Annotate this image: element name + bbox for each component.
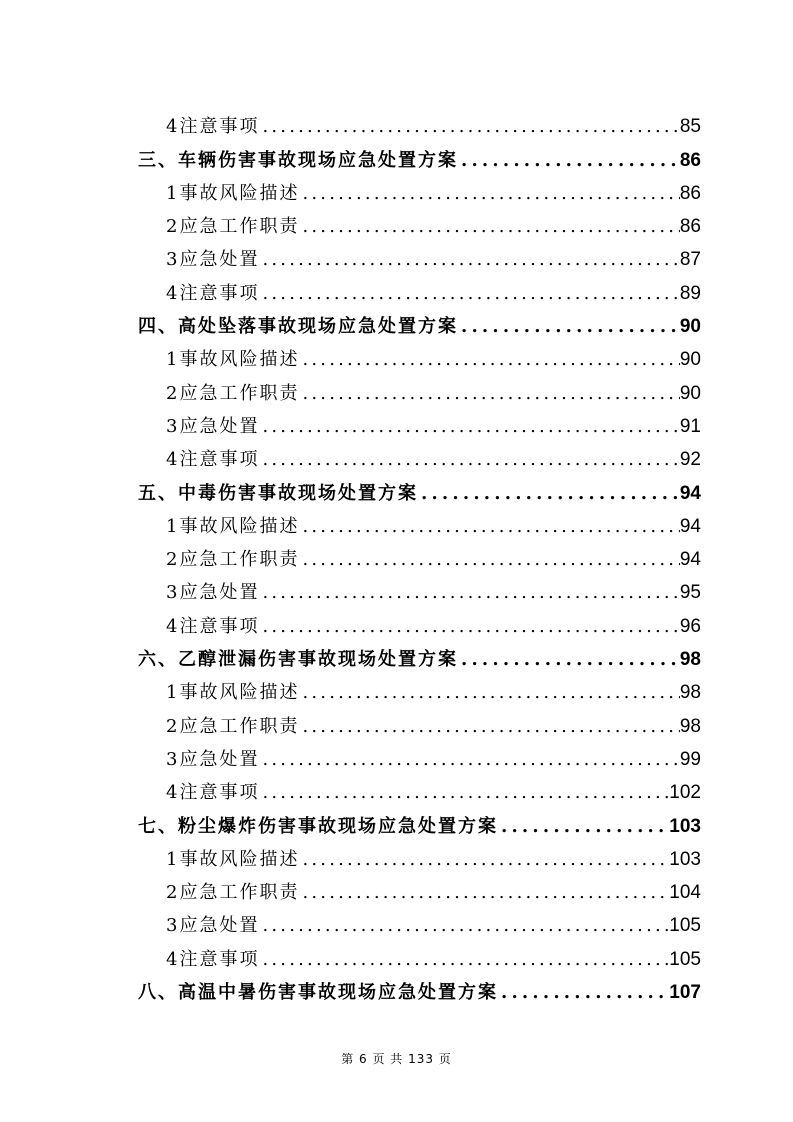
toc-entry-title: 七、粉尘爆炸伤害事故现场应急处置方案 xyxy=(138,815,498,837)
toc-entry[interactable] xyxy=(138,406,701,439)
dot-leader xyxy=(299,182,679,206)
dot-leader xyxy=(299,715,679,739)
toc-entry-page: 94 xyxy=(679,515,701,537)
toc-entry-page: 98 xyxy=(679,649,701,671)
toc-entry-title: 4注意事项 xyxy=(166,449,260,471)
toc-entry-title: 1事故风险描述 xyxy=(166,848,300,870)
toc-entry-title: 2应急工作职责 xyxy=(166,882,300,904)
toc-entry[interactable] xyxy=(138,572,701,605)
dot-leader xyxy=(299,515,679,539)
toc-entry[interactable] xyxy=(138,372,701,405)
toc-entry[interactable] xyxy=(138,272,701,305)
toc-entry-title: 4注意事项 xyxy=(166,782,260,804)
toc-entry-title: 2应急工作职责 xyxy=(166,216,300,238)
toc-entry-page: 95 xyxy=(679,582,701,604)
toc-entry-title: 1事故风险描述 xyxy=(166,515,300,537)
toc-entry[interactable] xyxy=(138,206,701,239)
toc-entry-page: 107 xyxy=(669,982,701,1004)
toc-entry-title: 1事故风险描述 xyxy=(166,682,300,704)
toc-entry-page: 98 xyxy=(679,682,701,704)
dot-leader xyxy=(458,648,680,672)
dot-leader xyxy=(259,914,669,938)
toc-entry-page: 96 xyxy=(679,615,701,637)
toc-entry-page: 103 xyxy=(669,848,701,870)
dot-leader xyxy=(259,115,679,139)
toc-entry-title: 1事故风险描述 xyxy=(166,182,300,204)
dot-leader xyxy=(299,348,679,372)
toc-entry-title: 3应急处置 xyxy=(166,415,260,437)
toc-entry-page: 86 xyxy=(679,182,701,204)
toc-entry-page: 94 xyxy=(679,482,701,504)
dot-leader xyxy=(418,482,680,506)
toc-entry-page: 105 xyxy=(669,948,701,970)
toc-entry-page: 87 xyxy=(679,249,701,271)
dot-leader xyxy=(259,282,679,306)
toc-entry-title: 六、乙醇泄漏伤害事故现场处置方案 xyxy=(138,649,458,671)
dot-leader xyxy=(259,615,679,639)
toc-entry-page: 90 xyxy=(679,382,701,404)
toc-entry-page: 105 xyxy=(669,915,701,937)
dot-leader xyxy=(498,815,669,839)
toc-entry[interactable] xyxy=(138,173,701,206)
toc-entry[interactable] xyxy=(138,506,701,539)
toc-entry-page: 98 xyxy=(679,715,701,737)
dot-leader xyxy=(259,948,669,972)
toc-entry[interactable] xyxy=(138,938,701,971)
toc-entry-title: 五、中毒伤害事故现场处置方案 xyxy=(138,482,418,504)
dot-leader xyxy=(498,981,669,1005)
page-footer: 第 6 页 共 133 页 xyxy=(341,1052,452,1066)
toc-section-entry[interactable] xyxy=(138,972,701,1005)
toc-entry[interactable] xyxy=(138,539,701,572)
toc-entry[interactable] xyxy=(138,872,701,905)
toc-section-entry[interactable] xyxy=(138,472,701,505)
dot-leader xyxy=(458,149,680,173)
toc-entry[interactable] xyxy=(138,772,701,805)
dot-leader xyxy=(259,415,679,439)
dot-leader xyxy=(259,248,679,272)
toc-entry[interactable] xyxy=(138,239,701,272)
toc-entry-title: 三、车辆伤害事故现场应急处置方案 xyxy=(138,149,458,171)
toc-entry-page: 86 xyxy=(679,216,701,238)
toc-entry-page: 99 xyxy=(679,748,701,770)
dot-leader xyxy=(299,881,669,905)
toc-entry[interactable] xyxy=(138,106,701,139)
toc-section-entry[interactable] xyxy=(138,139,701,172)
toc-entry-page: 86 xyxy=(679,149,701,171)
dot-leader xyxy=(299,215,679,239)
toc-entry-title: 3应急处置 xyxy=(166,915,260,937)
toc-entry-title: 3应急处置 xyxy=(166,748,260,770)
dot-leader xyxy=(299,382,679,406)
toc-entry-title: 八、高温中暑伤害事故现场应急处置方案 xyxy=(138,982,498,1004)
dot-leader xyxy=(299,548,679,572)
toc-entry[interactable] xyxy=(138,839,701,872)
toc-entry-page: 94 xyxy=(679,549,701,571)
toc-entry-title: 3应急处置 xyxy=(166,582,260,604)
toc-section-entry[interactable] xyxy=(138,639,701,672)
toc-entry-title: 4注意事项 xyxy=(166,282,260,304)
dot-leader xyxy=(259,748,679,772)
toc-entry[interactable] xyxy=(138,339,701,372)
dot-leader xyxy=(299,848,669,872)
dot-leader xyxy=(259,581,679,605)
toc-entry[interactable] xyxy=(138,605,701,638)
toc-entry-page: 103 xyxy=(669,815,701,837)
toc-entry-title: 3应急处置 xyxy=(166,249,260,271)
toc-entry-page: 85 xyxy=(679,116,701,138)
toc-section-entry[interactable] xyxy=(138,306,701,339)
toc-entry-title: 四、高处坠落事故现场应急处置方案 xyxy=(138,316,458,338)
toc-entry-title: 4注意事项 xyxy=(166,948,260,970)
toc-entry-page: 89 xyxy=(679,282,701,304)
toc-entry[interactable] xyxy=(138,672,701,705)
toc-entry-page: 92 xyxy=(679,449,701,471)
table-of-contents xyxy=(138,106,701,1005)
toc-entry[interactable] xyxy=(138,739,701,772)
toc-section-entry[interactable] xyxy=(138,805,701,838)
dot-leader xyxy=(458,315,680,339)
dot-leader xyxy=(259,448,679,472)
toc-entry-page: 90 xyxy=(679,349,701,371)
toc-entry-title: 2应急工作职责 xyxy=(166,382,300,404)
dot-leader xyxy=(259,781,669,805)
toc-entry-page: 104 xyxy=(669,882,701,904)
toc-entry-page: 90 xyxy=(679,316,701,338)
toc-entry-title: 2应急工作职责 xyxy=(166,549,300,571)
toc-entry-title: 1事故风险描述 xyxy=(166,349,300,371)
toc-entry[interactable] xyxy=(138,439,701,472)
toc-entry[interactable] xyxy=(138,705,701,738)
dot-leader xyxy=(299,681,679,705)
toc-entry-title: 4注意事项 xyxy=(166,615,260,637)
toc-entry-page: 102 xyxy=(669,782,701,804)
toc-entry[interactable] xyxy=(138,905,701,938)
toc-entry-page: 91 xyxy=(679,415,701,437)
toc-entry-title: 2应急工作职责 xyxy=(166,715,300,737)
toc-entry-title: 4注意事项 xyxy=(166,116,260,138)
